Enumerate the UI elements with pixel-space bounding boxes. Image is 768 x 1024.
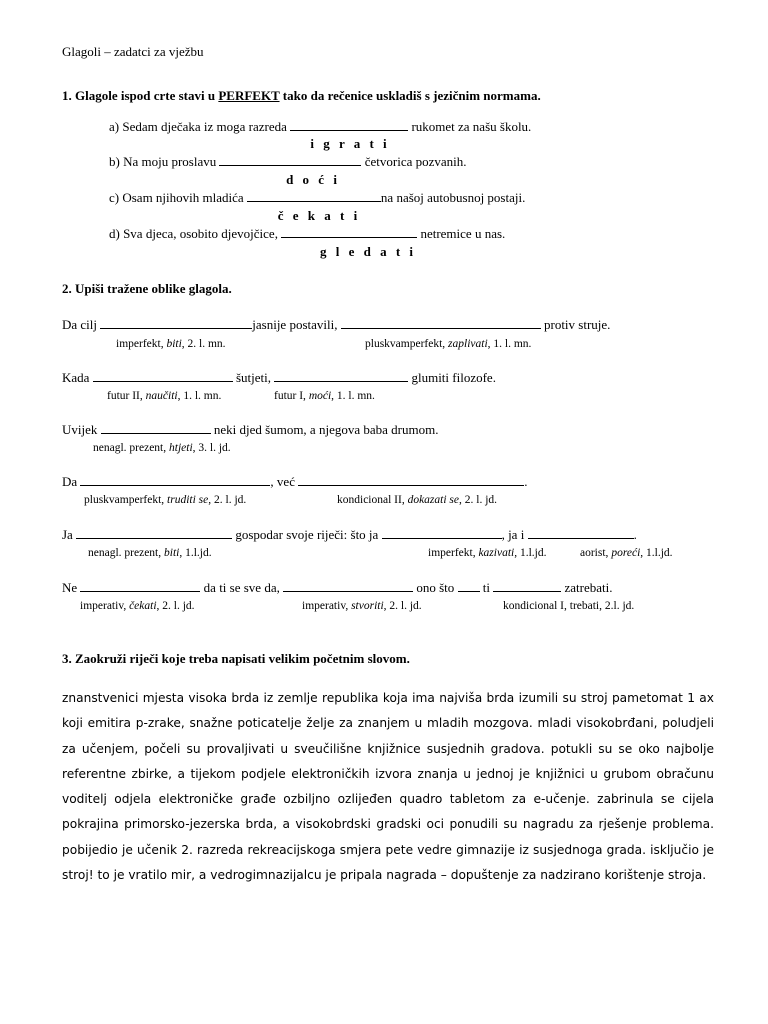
- task2-hint-2a: futur II, naučiti, 1. l. mn.: [107, 390, 222, 402]
- task1-item-b: b) Na moju proslavu četvorica pozvanih.: [109, 154, 467, 169]
- task1-item-a: a) Sedam dječaka iz moga razreda rukomet za našu školu.: [109, 119, 532, 134]
- task2-hint-1a: imperfekt, biti, 2. l. mn.: [116, 338, 226, 350]
- task3-paragraph: znanstvenici mjesta visoka brda iz zemlje republika koja ima najviša brda izumili su stroj pametomat 1 ax koji emitira p-zrake, snažne poticatelje želje za znanjem u mladih mozgova. mladi visokobrđani, poludjeli za učenjem, počeli su provaljivati u sveučilišne knjižnice susjednih gradova. potukli su se oko najbolje referentne zbirke, a tijekom podjele elektroničkih izvora znanja u jednoj je knjižnici u grubom obračunu voditelj odjela elektroničke građe ozbiljno ozlijeđen quadro tabletom za e-učenje. zabrinula se cijela pokrajina primorsko-jezerska brda, a visokobrdski gradski oci ponudili su nagradu za rješenje problema. pobijedio je učenik 2. razreda rekreacijskoga smjera pete vedre gimnazije iz susjednoga grada. isključio je stroj! to je vratilo mir, a vedrogimnazijalcu je pripala nagrada – dopuštenje za nadzirano korištenje stroja.: [62, 691, 714, 883]
- task1-heading-post: tako da rečenice uskladiš s jezičnim normama.: [279, 88, 541, 103]
- task3-heading: 3. Zaokruži riječi koje treba napisati velikim početnim slovom.: [62, 651, 410, 666]
- answer-blank[interactable]: [93, 370, 233, 382]
- answer-blank[interactable]: [247, 190, 381, 202]
- answer-blank[interactable]: [274, 370, 408, 382]
- task1-verb-b: d o ć i: [286, 172, 340, 187]
- answer-blank[interactable]: [458, 580, 480, 592]
- answer-blank[interactable]: [341, 317, 541, 329]
- task2-hint-6c: kondicional I, trebati, 2.l. jd.: [503, 600, 635, 612]
- task1-item-c: c) Osam njihovih mladića na našoj autobusnoj postaji.: [109, 190, 526, 205]
- answer-blank[interactable]: [80, 474, 270, 486]
- answer-blank[interactable]: [528, 527, 634, 539]
- page-title: Glagoli – zadatci za vježbu: [62, 44, 204, 59]
- task1-verb-c: č e k a t i: [277, 208, 361, 223]
- answer-blank[interactable]: [382, 527, 502, 539]
- task2-hint-6a: imperativ, čekati, 2. l. jd.: [80, 600, 195, 612]
- task2-heading: 2. Upiši tražene oblike glagola.: [62, 281, 232, 296]
- answer-blank[interactable]: [281, 226, 417, 238]
- task2-sentence-3: Uvijek neki djed šumom, a njegova baba drumom.: [62, 422, 439, 437]
- task2-sentence-6: Ne da ti se sve da, ono što ti zatrebati.: [62, 580, 613, 595]
- answer-blank[interactable]: [298, 474, 524, 486]
- task1-item-d: d) Sva djeca, osobito djevojčice, netremice u nas.: [109, 226, 506, 241]
- answer-blank[interactable]: [76, 527, 232, 539]
- task1-heading-pre: 1. Glagole ispod crte stavi u: [62, 88, 219, 103]
- task1-heading-key: PERFEKT: [218, 88, 280, 103]
- answer-blank[interactable]: [219, 154, 361, 166]
- task1-verb-d: g l e d a t i: [319, 244, 417, 259]
- task2-hint-6b: imperativ, stvoriti, 2. l. jd.: [302, 600, 422, 612]
- task2-sentence-1: Da cilj jasnije postavili, protiv struje.: [62, 317, 611, 332]
- task2-hint-3a: nenagl. prezent, htjeti, 3. l. jd.: [93, 442, 231, 454]
- answer-blank[interactable]: [493, 580, 561, 592]
- task2-hint-5c: aorist, poreći, 1.l.jd.: [580, 547, 673, 559]
- task2-hint-1b: pluskvamperfekt, zaplivati, 1. l. mn.: [365, 338, 532, 350]
- answer-blank[interactable]: [100, 317, 252, 329]
- answer-blank[interactable]: [80, 580, 200, 592]
- answer-blank[interactable]: [283, 580, 413, 592]
- task2-hint-4b: kondicional II, dokazati se, 2. l. jd.: [337, 494, 498, 506]
- task2-sentence-4: Da , već .: [62, 474, 528, 489]
- task1-heading: [62, 88, 541, 104]
- task2-hint-4a: pluskvamperfekt, truditi se, 2. l. jd.: [84, 494, 247, 506]
- task2-hint-2b: futur I, moći, 1. l. mn.: [274, 390, 375, 402]
- answer-blank[interactable]: [290, 119, 408, 131]
- answer-blank[interactable]: [101, 422, 211, 434]
- task2-hint-5a: nenagl. prezent, biti, 1.l.jd.: [88, 547, 212, 559]
- task2-sentence-2: Kada šutjeti, glumiti filozofe.: [62, 370, 496, 385]
- task2-hint-5b: imperfekt, kazivati, 1.l.jd.: [428, 547, 547, 559]
- task1-verb-a: i g r a t i: [310, 136, 390, 151]
- task2-sentence-5: Ja gospodar svoje riječi: što ja , ja i .: [62, 527, 637, 542]
